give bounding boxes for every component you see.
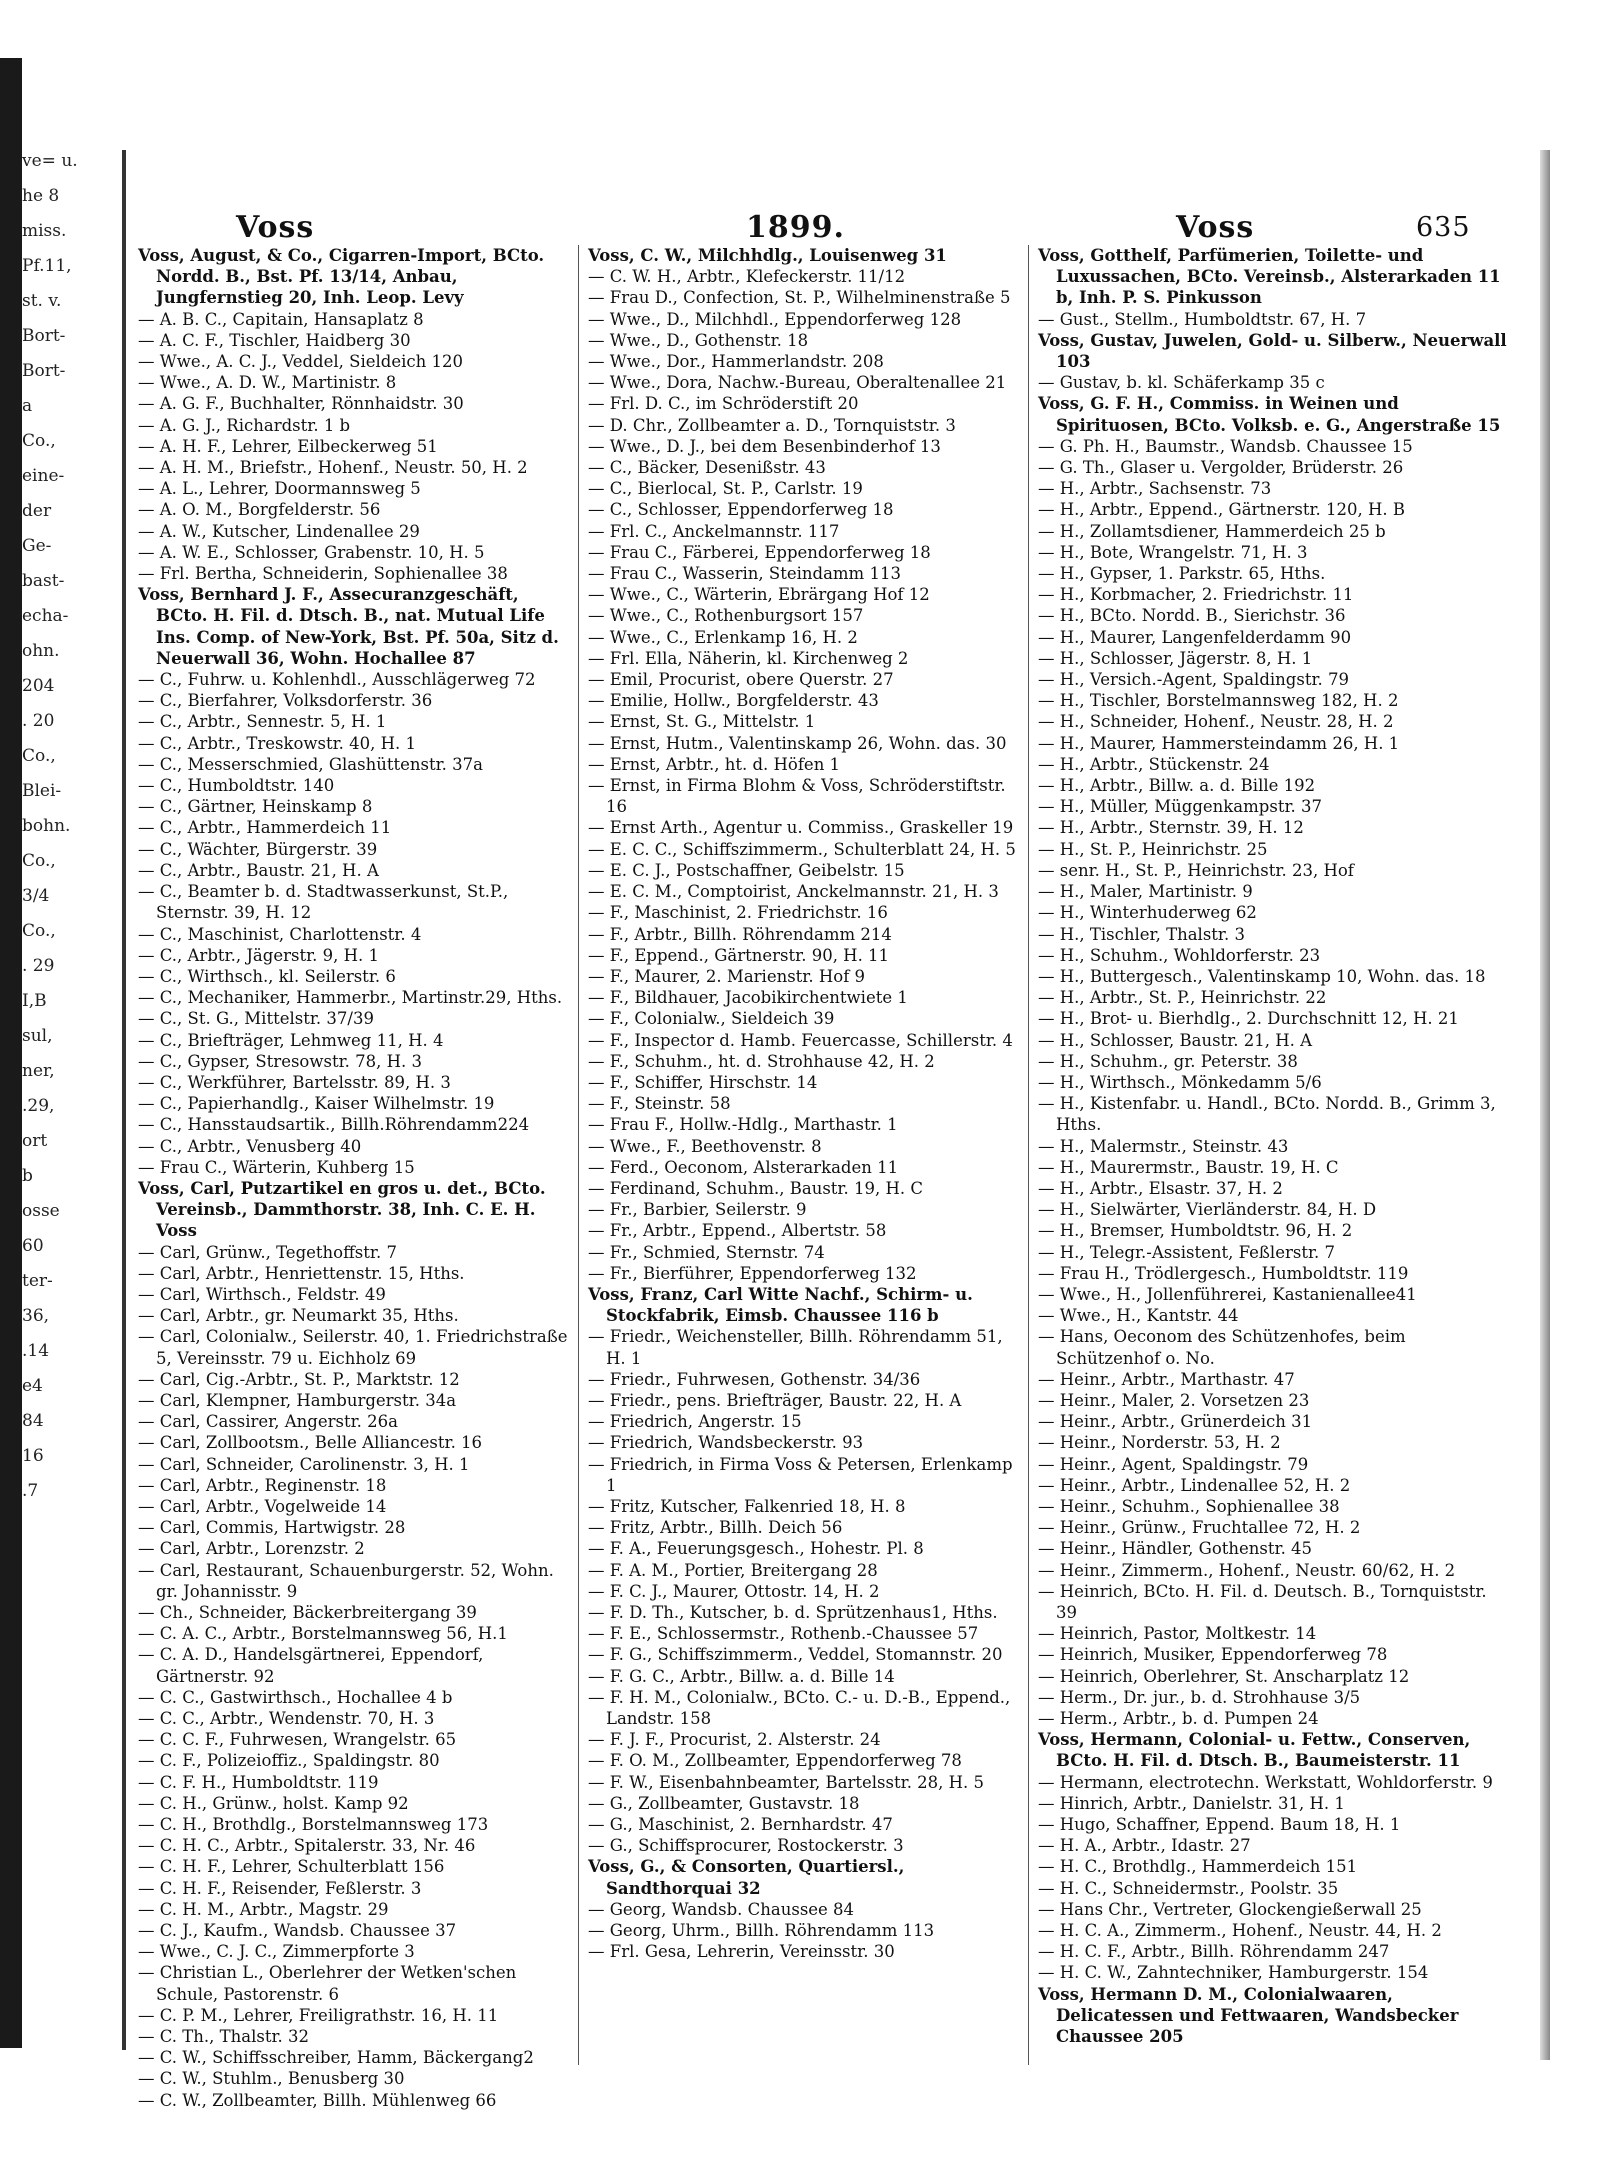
previous-page-fragment: 36, [22, 1306, 50, 1326]
directory-entry: — Frl. Ella, Näherin, kl. Kirchenweg 2 [588, 648, 909, 668]
directory-entry: — C. C., Gastwirthsch., Hochallee 4 b [138, 1687, 453, 1707]
directory-entry: — F., Maurer, 2. Marienstr. Hof 9 [588, 966, 866, 986]
directory-entry: — H., Kistenfabr. u. Handl., BCto. Nordd. B., Grimm 3, Hths. [1038, 1094, 1496, 1135]
directory-entry: — Frl. D. C., im Schröderstift 20 [588, 394, 859, 414]
directory-entry: — C., Maschinist, Charlottenstr. 4 [138, 924, 422, 944]
previous-page-fragment: sul, [22, 1026, 53, 1046]
directory-entry: — Frau H., Trödlergesch., Humboldtstr. 119 [1038, 1263, 1409, 1283]
directory-entry: — H., St. P., Heinrichstr. 25 [1038, 839, 1268, 859]
directory-entry: — H., Arbtr., Eppend., Gärtnerstr. 120, H. B [1038, 500, 1405, 520]
directory-entry: — G., Zollbeamter, Gustavstr. 18 [588, 1793, 860, 1813]
directory-entry: — Wwe., C., Erlenkamp 16, H. 2 [588, 627, 858, 647]
directory-entry: — Georg, Uhrm., Billh. Röhrendamm 113 [588, 1921, 935, 1941]
directory-entry: — F. G. C., Arbtr., Billw. a. d. Bille 14 [588, 1666, 895, 1686]
directory-entry: — H., Maler, Martinistr. 9 [1038, 882, 1253, 902]
directory-entry: — H., Schuhm., Wohldorferstr. 23 [1038, 945, 1321, 965]
previous-page-fragment: .14 [22, 1341, 50, 1361]
directory-entry: — C. W., Zollbeamter, Billh. Mühlenweg 66 [138, 2090, 497, 2110]
directory-entry: — H., Tischler, Borstelmannsweg 182, H. 2 [1038, 691, 1399, 711]
directory-page [122, 150, 1551, 2110]
directory-entry: — Carl, Arbtr., Vogelweide 14 [138, 1496, 387, 1516]
directory-entry: — C. H., Brothdlg., Borstelmannsweg 173 [138, 1815, 489, 1835]
directory-entry: — C. C. F., Fuhrwesen, Wrangelstr. 65 [138, 1730, 457, 1750]
directory-entry: — Frl. Bertha, Schneiderin, Sophienallee 38 [138, 564, 508, 584]
header-right-word: Voss [1176, 210, 1255, 245]
directory-entry: — H., Malermstr., Steinstr. 43 [1038, 1136, 1289, 1156]
directory-entry: — H., Korbmacher, 2. Friedrichstr. 11 [1038, 585, 1354, 605]
previous-page-fragment: bast- [22, 571, 65, 591]
directory-entry: — C., Arbtr., Treskowstr. 40, H. 1 [138, 733, 417, 753]
directory-entry: — Carl, Cig.-Arbtr., St. P., Marktstr. 12 [138, 1369, 460, 1389]
previous-page-fragment: .7 [22, 1481, 39, 1501]
directory-entry: — A. O. M., Borgfelderstr. 56 [138, 500, 381, 520]
directory-entry: — C., Gärtner, Heinskamp 8 [138, 797, 373, 817]
directory-entry: — Fritz, Kutscher, Falkenried 18, H. 8 [588, 1496, 906, 1516]
directory-entry: — Friedrich, Angerstr. 15 [588, 1412, 802, 1432]
column-1 [138, 245, 570, 2110]
directory-entry: — Friedrich, in Firma Voss & Petersen, Erlenkamp 1 [588, 1454, 1013, 1495]
previous-page-fragment: ort [22, 1131, 48, 1151]
directory-entry: — H. C., Schneidermstr., Poolstr. 35 [1038, 1878, 1339, 1898]
directory-entry: — Hermann, electrotechn. Werkstatt, Wohldorferstr. 9 [1038, 1772, 1493, 1792]
directory-entry: — Carl, Colonialw., Seilerstr. 40, 1. Friedrichstraße 5, Vereinsstr. 79 u. Eichholz 69 [138, 1327, 568, 1368]
directory-entry: — Friedr., pens. Briefträger, Baustr. 22, H. A [588, 1390, 962, 1410]
directory-entry: — senr. H., St. P., Heinrichstr. 23, Hof [1038, 860, 1354, 880]
previous-page-fragment: he 8 [22, 186, 60, 206]
directory-entry: — H., Versich.-Agent, Spaldingstr. 79 [1038, 670, 1350, 690]
directory-entry: — D. Chr., Zollbeamter a. D., Tornquiststr. 3 [588, 415, 956, 435]
directory-entry: — C. C., Arbtr., Wendenstr. 70, H. 3 [138, 1709, 435, 1729]
previous-page-fragment: ter- [22, 1271, 53, 1291]
previous-page-fragment: 60 [22, 1236, 44, 1256]
directory-entry: — H., Schlosser, Jägerstr. 8, H. 1 [1038, 648, 1313, 668]
directory-entry: — Heinr., Schuhm., Sophienallee 38 [1038, 1496, 1340, 1516]
directory-entry: — H., Maurer, Hammersteindamm 26, H. 1 [1038, 733, 1400, 753]
column-divider-2 [1028, 245, 1029, 2065]
directory-entry: — Fr., Barbier, Seilerstr. 9 [588, 1200, 807, 1220]
directory-entry: — Emilie, Hollw., Borgfelderstr. 43 [588, 691, 879, 711]
directory-entry: — H. C. A., Zimmerm., Hohenf., Neustr. 44, H. 2 [1038, 1921, 1442, 1941]
directory-entry: — Heinrich, Musiker, Eppendorferweg 78 [1038, 1645, 1388, 1665]
directory-entry: — H., Arbtr., Stückenstr. 24 [1038, 754, 1270, 774]
directory-entry: — Heinr., Arbtr., Lindenallee 52, H. 2 [1038, 1475, 1351, 1495]
directory-entry: — Carl, Commis, Hartwigstr. 28 [138, 1518, 406, 1538]
directory-entry: — Heinr., Arbtr., Grünerdeich 31 [1038, 1412, 1313, 1432]
directory-entry: — G., Maschinist, 2. Bernhardstr. 47 [588, 1815, 893, 1835]
directory-entry: — Wwe., D., Gothenstr. 18 [588, 330, 809, 350]
directory-entry: — Fr., Bierführer, Eppendorferweg 132 [588, 1263, 917, 1283]
directory-entry: — Wwe., C., Wärterin, Ebrärgang Hof 12 [588, 585, 930, 605]
directory-entry: — C. W., Schiffsschreiber, Hamm, Bäckergang2 [138, 2048, 534, 2068]
directory-entry: — Wwe., C., Rothenburgsort 157 [588, 606, 864, 626]
directory-entry: — H. A., Arbtr., Idastr. 27 [1038, 1836, 1251, 1856]
directory-entry: — H., Müller, Müggenkampstr. 37 [1038, 797, 1323, 817]
directory-entry: — Hans, Oeconom des Schützenhofes, beim Schützenhof o. No. [1038, 1327, 1406, 1368]
directory-entry: — Wwe., A. C. J., Veddel, Sieldeich 120 [138, 352, 463, 372]
directory-entry: — C., Beamter b. d. Stadtwasserkunst, St.P., Sternstr. 39, H. 12 [138, 882, 509, 923]
directory-entry: — C., Arbtr., Venusberg 40 [138, 1136, 362, 1156]
directory-entry: Voss, Franz, Carl Witte Nachf., Schirm- u. Stockfabrik, Eimsb. Chaussee 116 b [588, 1284, 973, 1326]
previous-page-fragment: Co., [22, 851, 56, 871]
directory-entry: — H., Schneider, Hohenf., Neustr. 28, H. 2 [1038, 712, 1394, 732]
directory-entry: — C. H. M., Arbtr., Magstr. 29 [138, 1899, 389, 1919]
directory-entry: — C. A. C., Arbtr., Borstelmannsweg 56, H.1 [138, 1624, 508, 1644]
directory-entry: — H., Arbtr., Sternstr. 39, H. 12 [1038, 818, 1304, 838]
directory-entry: — H., Buttergesch., Valentinskamp 10, Wohn. das. 18 [1038, 966, 1486, 986]
directory-entry: — A. C. F., Tischler, Haidberg 30 [138, 330, 411, 350]
previous-page-fragment: 84 [22, 1411, 44, 1431]
binding-shadow [0, 58, 22, 2048]
directory-entry: — Christian L., Oberlehrer der Wetken'schen Schule, Pastorenstr. 6 [138, 1963, 517, 2004]
directory-entry: — H. C. F., Arbtr., Billh. Röhrendamm 247 [1038, 1942, 1390, 1962]
directory-entry: — E. C. M., Comptoirist, Anckelmannstr. 21, H. 3 [588, 882, 999, 902]
directory-entry: Voss, G., & Consorten, Quartiersl., Sandthorquai 32 [588, 1857, 905, 1898]
directory-entry: — Emil, Procurist, obere Querstr. 27 [588, 670, 894, 690]
previous-page-fragment: Blei- [22, 781, 62, 801]
directory-entry: — Fr., Arbtr., Eppend., Albertstr. 58 [588, 1221, 887, 1241]
previous-page-fragment: .29, [22, 1096, 55, 1116]
previous-page-fragment: ohn. [22, 641, 60, 661]
previous-page-fragment: echa- [22, 606, 69, 626]
directory-entry: — Carl, Arbtr., Henriettenstr. 15, Hths. [138, 1263, 465, 1283]
directory-entry: — H., BCto. Nordd. B., Sierichstr. 36 [1038, 606, 1346, 626]
directory-entry: — Frau C., Wärterin, Kuhberg 15 [138, 1157, 415, 1177]
directory-entry: — H., Winterhuderweg 62 [1038, 903, 1257, 923]
previous-page-fragment: bohn. [22, 816, 71, 836]
directory-entry: — Wwe., Dor., Hammerlandstr. 208 [588, 352, 884, 372]
directory-entry: — A. G. J., Richardstr. 1 b [138, 415, 351, 435]
directory-entry: — Carl, Klempner, Hamburgerstr. 34a [138, 1390, 457, 1410]
directory-entry: — Frau C., Färberei, Eppendorferweg 18 [588, 542, 931, 562]
directory-entry: — Ernst, St. G., Mittelstr. 1 [588, 712, 816, 732]
directory-entry: — Wwe., C. J. C., Zimmerpforte 3 [138, 1942, 415, 1962]
directory-entry: — H., Schuhm., gr. Peterstr. 38 [1038, 1051, 1298, 1071]
directory-entry: — H., Arbtr., Elsastr. 37, H. 2 [1038, 1178, 1283, 1198]
directory-entry: — Hinrich, Arbtr., Danielstr. 31, H. 1 [1038, 1793, 1345, 1813]
directory-entry: — F., Bildhauer, Jacobikirchentwiete 1 [588, 988, 908, 1008]
directory-entry: — Heinr., Agent, Spaldingstr. 79 [1038, 1454, 1309, 1474]
directory-entry: — Ferd., Oeconom, Alsterarkaden 11 [588, 1157, 899, 1177]
directory-entry: — F. O. M., Zollbeamter, Eppendorferweg 78 [588, 1751, 962, 1771]
directory-entry: — Carl, Arbtr., gr. Neumarkt 35, Hths. [138, 1306, 459, 1326]
directory-entry: — C., Arbtr., Baustr. 21, H. A [138, 860, 379, 880]
directory-entry: — C., Hansstaudsartik., Billh.Röhrendamm224 [138, 1115, 530, 1135]
directory-entry: — F., Maschinist, 2. Friedrichstr. 16 [588, 903, 888, 923]
directory-entry: — Carl, Grünw., Tegethoffstr. 7 [138, 1242, 397, 1262]
previous-page-fragment: ner, [22, 1061, 55, 1081]
directory-entry: — Wwe., D. J., bei dem Besenbinderhof 13 [588, 436, 941, 456]
directory-entry: Voss, Bernhard J. F., Assecuranzgeschäft, BCto. H. Fil. d. Dtsch. B., nat. Mutual Life Ins. Comp. of New-York, Bst. Pf. 50a, Sitz d. Neuerwall 36, Wohn. Hochallee 87 [138, 585, 559, 668]
directory-entry: Voss, Hermann D. M., Colonialwaaren, Delicatessen und Fettwaaren, Wandsbecker Chaussee 205 [1038, 1984, 1459, 2047]
directory-entry: — H., Maurermstr., Baustr. 19, H. C [1038, 1157, 1339, 1177]
directory-entry: — E. C. C., Schiffszimmerm., Schulterblatt 24, H. 5 [588, 839, 1016, 859]
directory-entry: Voss, Gustav, Juwelen, Gold- u. Silberw., Neuerwall 103 [1038, 330, 1507, 372]
directory-entry: — Friedr., Fuhrwesen, Gothenstr. 34/36 [588, 1369, 921, 1389]
directory-entry: — A. W., Kutscher, Lindenallee 29 [138, 521, 420, 541]
directory-entry: — H., Arbtr., St. P., Heinrichstr. 22 [1038, 988, 1327, 1008]
directory-entry: — Wwe., Dora, Nachw.-Bureau, Oberaltenallee 21 [588, 373, 1007, 393]
previous-page-fragment: st. v. [22, 291, 62, 311]
directory-entry: — Herm., Arbtr., b. d. Pumpen 24 [1038, 1709, 1319, 1729]
previous-page-fragment: . 20 [22, 711, 55, 731]
directory-entry: Voss, Hermann, Colonial- u. Fettw., Conserven, BCto. H. Fil. d. Dtsch. B., Baumeisterstr. 11 [1038, 1730, 1471, 1771]
directory-entry: Voss, August, & Co., Cigarren-Import, BCto. Nordd. B., Bst. Pf. 13/14, Anbau, Jungfernstieg 20, Inh. Leop. Levy [138, 246, 545, 308]
directory-entry: — C., Mechaniker, Hammerbr., Martinstr.29, Hths. [138, 988, 563, 1008]
directory-entry: — A. H. F., Lehrer, Eilbeckerweg 51 [138, 436, 438, 456]
directory-entry: — H., Tischler, Thalstr. 3 [1038, 924, 1245, 944]
directory-entry: Voss, G. F. H., Commiss. in Weinen und Spirituosen, BCto. Volksb. e. G., Angerstraße 15 [1038, 394, 1501, 435]
directory-entry: — F. E., Schlossermstr., Rothenb.-Chaussee 57 [588, 1624, 979, 1644]
directory-entry: — F., Inspector d. Hamb. Feuercasse, Schillerstr. 4 [588, 1030, 1013, 1050]
directory-entry: — F. C. J., Maurer, Ottostr. 14, H. 2 [588, 1581, 880, 1601]
directory-entry: — C., Arbtr., Jägerstr. 9, H. 1 [138, 945, 380, 965]
directory-entry: — F., Colonialw., Sieldeich 39 [588, 1009, 835, 1029]
directory-entry: — F. H. M., Colonialw., BCto. C.- u. D.-B., Eppend., Landstr. 158 [588, 1687, 1011, 1729]
previous-page-fragment: eine- [22, 466, 65, 486]
directory-entry: — A. H. M., Briefstr., Hohenf., Neustr. 50, H. 2 [138, 458, 528, 478]
page-edge [1540, 150, 1550, 2060]
previous-page-fragment: 3/4 [22, 886, 50, 906]
directory-entry: — C. H. C., Arbtr., Spitalerstr. 33, Nr. 46 [138, 1836, 476, 1856]
directory-entry: — G. Ph. H., Baumstr., Wandsb. Chaussee 15 [1038, 436, 1413, 456]
previous-page-fragment: I,B [22, 991, 47, 1011]
directory-entry: — F. J. F., Procurist, 2. Alsterstr. 24 [588, 1730, 881, 1750]
previous-page-fragment: osse [22, 1201, 60, 1221]
directory-entry: — Frau C., Wasserin, Steindamm 113 [588, 564, 901, 584]
directory-entry: — C. A. D., Handelsgärtnerei, Eppendorf, Gärtnerstr. 92 [138, 1645, 484, 1686]
previous-page-fragment: miss. [22, 221, 67, 241]
directory-entry: Voss, Carl, Putzartikel en gros u. det., BCto. Vereinsb., Dammthorstr. 38, Inh. C. E. H. Voss [138, 1178, 546, 1241]
directory-entry: — F., Arbtr., Billh. Röhrendamm 214 [588, 924, 892, 944]
previous-page-fragment: 16 [22, 1446, 44, 1466]
previous-page-fragment: Co., [22, 746, 56, 766]
directory-entry: — C., Arbtr., Sennestr. 5, H. 1 [138, 712, 387, 732]
previous-page-fragment: e4 [22, 1376, 43, 1396]
previous-page-fragment: 204 [22, 676, 55, 696]
directory-entry: — Carl, Zollbootsm., Belle Alliancestr. 16 [138, 1433, 483, 1453]
directory-entry: — C., Wirthsch., kl. Seilerstr. 6 [138, 966, 396, 986]
previous-page-fragment: a [22, 396, 33, 416]
directory-entry: — Heinr., Norderstr. 53, H. 2 [1038, 1433, 1281, 1453]
directory-entry: — H., Gypser, 1. Parkstr. 65, Hths. [1038, 564, 1326, 584]
directory-entry: — Carl, Arbtr., Lorenzstr. 2 [138, 1539, 365, 1559]
directory-entry: — Frl. C., Anckelmannstr. 117 [588, 521, 840, 541]
directory-entry: — Heinr., Händler, Gothenstr. 45 [1038, 1539, 1313, 1559]
directory-entry: — Fr., Schmied, Sternstr. 74 [588, 1242, 825, 1262]
directory-entry: — F. A., Feuerungsgesch., Hohestr. Pl. 8 [588, 1539, 924, 1559]
directory-entry: — C. H., Grünw., holst. Kamp 92 [138, 1793, 409, 1813]
directory-entry: — C., Messerschmied, Glashüttenstr. 37a [138, 754, 484, 774]
directory-entry: — Gust., Stellm., Humboldtstr. 67, H. 7 [1038, 309, 1367, 329]
directory-entry: — A. W. E., Schlosser, Grabenstr. 10, H. 5 [138, 542, 485, 562]
directory-entry: — Heinrich, BCto. H. Fil. d. Deutsch. B., Tornquiststr. 39 [1038, 1581, 1487, 1622]
directory-entry: — E. C. J., Postschaffner, Geibelstr. 15 [588, 860, 905, 880]
directory-entry: — C., Briefträger, Lehmweg 11, H. 4 [138, 1030, 444, 1050]
directory-entry: — Carl, Arbtr., Reginenstr. 18 [138, 1475, 387, 1495]
directory-entry: — Georg, Wandsb. Chaussee 84 [588, 1899, 855, 1919]
directory-entry: — F. G., Schiffszimmerm., Veddel, Stomannstr. 20 [588, 1645, 1003, 1665]
directory-entry: — C. Th., Thalstr. 32 [138, 2027, 310, 2047]
directory-entry: — Wwe., H., Jollenführerei, Kastanienallee41 [1038, 1284, 1417, 1304]
directory-entry: — Wwe., F., Beethovenstr. 8 [588, 1136, 822, 1156]
directory-entry: — Carl, Schneider, Carolinenstr. 3, H. 1 [138, 1454, 470, 1474]
directory-entry: — Carl, Restaurant, Schauenburgerstr. 52, Wohn. gr. Johannisstr. 9 [138, 1560, 554, 1601]
directory-entry: — H., Bote, Wrangelstr. 71, H. 3 [1038, 542, 1308, 562]
directory-entry: — H. C. W., Zahntechniker, Hamburgerstr. 154 [1038, 1963, 1429, 1983]
previous-page-fragment: . 29 [22, 956, 55, 976]
directory-entry: — F. W., Eisenbahnbeamter, Bartelsstr. 28, H. 5 [588, 1772, 985, 1792]
previous-page-fragment: Co., [22, 431, 56, 451]
directory-entry: — Heinr., Zimmerm., Hohenf., Neustr. 60/62, H. 2 [1038, 1560, 1456, 1580]
directory-entry: — H., Wirthsch., Mönkedamm 5/6 [1038, 1072, 1322, 1092]
directory-entry: — A. G. F., Buchhalter, Rönnhaidstr. 30 [138, 394, 464, 414]
directory-entry: — F. A. M., Portier, Breitergang 28 [588, 1560, 878, 1580]
previous-page-fragment: Bort- [22, 361, 66, 381]
directory-entry: — C. H. F., Lehrer, Schulterblatt 156 [138, 1857, 445, 1877]
directory-entry: — Ernst, in Firma Blohm & Voss, Schröderstiftstr. 16 [588, 776, 1006, 817]
directory-entry: — C., Wächter, Bürgerstr. 39 [138, 839, 378, 859]
directory-entry: — C., St. G., Mittelstr. 37/39 [138, 1009, 374, 1029]
directory-entry: — H., Bremser, Humboldtstr. 96, H. 2 [1038, 1221, 1353, 1241]
directory-entry: — Wwe., H., Kantstr. 44 [1038, 1306, 1239, 1326]
directory-entry: — C. W. H., Arbtr., Klefeckerstr. 11/12 [588, 267, 906, 287]
column-divider-1 [578, 245, 579, 2065]
directory-entry: — H., Telegr.-Assistent, Feßlerstr. 7 [1038, 1242, 1336, 1262]
directory-entry: — F., Schuhm., ht. d. Strohhause 42, H. 2 [588, 1051, 935, 1071]
directory-entry: — C. J., Kaufm., Wandsb. Chaussee 37 [138, 1921, 457, 1941]
column-3 [1038, 245, 1508, 2065]
running-header [126, 210, 1526, 250]
directory-entry: — Ernst, Arbtr., ht. d. Höfen 1 [588, 754, 841, 774]
directory-entry: — Gustav, b. kl. Schäferkamp 35 c [1038, 373, 1325, 393]
directory-entry: — Fritz, Arbtr., Billh. Deich 56 [588, 1518, 843, 1538]
header-left-word: Voss [236, 210, 315, 245]
directory-entry: — Friedrich, Wandsbeckerstr. 93 [588, 1433, 864, 1453]
directory-entry: — C. H. F., Reisender, Feßlerstr. 3 [138, 1878, 422, 1898]
directory-entry: — H., Arbtr., Billw. a. d. Bille 192 [1038, 776, 1316, 796]
previous-page-fragment: Co., [22, 921, 56, 941]
directory-entry: — H. C., Brothdlg., Hammerdeich 151 [1038, 1857, 1358, 1877]
previous-page-fragment: ve= u. [22, 151, 78, 171]
previous-page-fragment: Ge- [22, 536, 52, 556]
directory-entry: — Heinr., Grünw., Fruchtallee 72, H. 2 [1038, 1518, 1361, 1538]
directory-entry: — F. D. Th., Kutscher, b. d. Sprützenhaus1, Hths. [588, 1603, 998, 1622]
previous-page-fragment: Pf.11, [22, 256, 72, 276]
directory-entry: — Frl. Gesa, Lehrerin, Vereinsstr. 30 [588, 1942, 895, 1962]
directory-entry: Voss, C. W., Milchhdlg., Louisenweg 31 [588, 246, 947, 265]
directory-entry: — H., Maurer, Langenfelderdamm 90 [1038, 627, 1352, 647]
previous-page-fragments [22, 150, 112, 1970]
directory-entry: — Herm., Dr. jur., b. d. Strohhause 3/5 [1038, 1687, 1361, 1707]
previous-page-fragment: Bort- [22, 326, 66, 346]
page-number: 635 [1416, 212, 1471, 243]
directory-entry: — Carl, Cassirer, Angerstr. 26a [138, 1412, 399, 1432]
directory-entry: — C., Bierfahrer, Volksdorferstr. 36 [138, 691, 433, 711]
directory-entry: — C., Fuhrw. u. Kohlenhdl., Ausschlägerweg 72 [138, 670, 536, 690]
directory-entry: — F., Eppend., Gärtnerstr. 90, H. 11 [588, 945, 890, 965]
directory-entry: — F., Schiffer, Hirschstr. 14 [588, 1072, 818, 1092]
previous-page-fragment: der [22, 501, 52, 521]
directory-entry: — Heinr., Maler, 2. Vorsetzen 23 [1038, 1390, 1310, 1410]
directory-entry: — C., Gypser, Stresowstr. 78, H. 3 [138, 1051, 423, 1071]
directory-entry: — Carl, Wirthsch., Feldstr. 49 [138, 1284, 386, 1304]
directory-entry: — C., Werkführer, Bartelsstr. 89, H. 3 [138, 1072, 451, 1092]
directory-entry: — H., Sielwärter, Vierländerstr. 84, H. D [1038, 1200, 1377, 1220]
directory-entry: — Hugo, Schaffner, Eppend. Baum 18, H. 1 [1038, 1815, 1401, 1835]
directory-entry: — H., Schlosser, Baustr. 21, H. A [1038, 1030, 1313, 1050]
directory-entry: — C., Humboldtstr. 140 [138, 776, 335, 796]
directory-entry: — H., Arbtr., Sachsenstr. 73 [1038, 479, 1272, 499]
directory-entry: — Frau D., Confection, St. P., Wilhelminenstraße 5 [588, 288, 1011, 308]
directory-entry: — Heinrich, Pastor, Moltkestr. 14 [1038, 1624, 1317, 1644]
directory-entry: — Heinr., Arbtr., Marthastr. 47 [1038, 1369, 1295, 1389]
directory-entry: — Heinrich, Oberlehrer, St. Anscharplatz 12 [1038, 1666, 1410, 1686]
column-2 [588, 245, 1020, 2065]
directory-entry: — Ernst Arth., Agentur u. Commiss., Graskeller 19 [588, 818, 1014, 838]
directory-entry: — A. B. C., Capitain, Hansaplatz 8 [138, 309, 424, 329]
directory-entry: — A. L., Lehrer, Doormannsweg 5 [138, 479, 421, 499]
directory-entry: — C. W., Stuhlm., Benusberg 30 [138, 2069, 405, 2089]
directory-entry: — Frau F., Hollw.-Hdlg., Marthastr. 1 [588, 1115, 898, 1135]
directory-entry: — Hans Chr., Vertreter, Glockengießerwall 25 [1038, 1899, 1422, 1919]
directory-entry: — Ch., Schneider, Bäckerbreitergang 39 [138, 1603, 477, 1622]
directory-entry: — C. P. M., Lehrer, Freiligrathstr. 16, H. 11 [138, 2005, 499, 2025]
directory-entry: — C., Arbtr., Hammerdeich 11 [138, 818, 392, 838]
directory-entry: — Wwe., D., Milchhdl., Eppendorferweg 128 [588, 309, 962, 329]
directory-entry: — Wwe., A. D. W., Martinistr. 8 [138, 373, 397, 393]
header-year: 1899. [746, 210, 845, 245]
directory-entry: — Ernst, Hutm., Valentinskamp 26, Wohn. das. 30 [588, 733, 1007, 753]
directory-entry: — Ferdinand, Schuhm., Baustr. 19, H. C [588, 1178, 923, 1198]
directory-entry: — H., Zollamtsdiener, Hammerdeich 25 b [1038, 521, 1386, 541]
directory-entry: — G. Th., Glaser u. Vergolder, Brüderstr. 26 [1038, 458, 1404, 478]
directory-entry: — C. F., Polizeioffiz., Spaldingstr. 80 [138, 1751, 440, 1771]
directory-entry: Voss, Gotthelf, Parfümerien, Toilette- und Luxussachen, BCto. Vereinsb., Alsterarkaden 11 b, Inh. P. S. Pinkusson [1038, 246, 1501, 308]
directory-entry: — C., Bierlocal, St. P., Carlstr. 19 [588, 479, 863, 499]
directory-entry: — F., Steinstr. 58 [588, 1094, 731, 1114]
directory-entry: — H., Brot- u. Bierhdlg., 2. Durchschnitt 12, H. 21 [1038, 1009, 1459, 1029]
directory-entry: — G., Schiffsprocurer, Rostockerstr. 3 [588, 1836, 904, 1856]
directory-entry: — Friedr., Weichensteller, Billh. Röhrendamm 51, H. 1 [588, 1327, 1003, 1368]
directory-entry: — C., Bäcker, Desenißstr. 43 [588, 458, 826, 478]
previous-page-fragment: b [22, 1166, 33, 1186]
directory-entry: — C., Schlosser, Eppendorferweg 18 [588, 500, 894, 520]
directory-entry: — C., Papierhandlg., Kaiser Wilhelmstr. 19 [138, 1094, 495, 1114]
directory-entry: — C. F. H., Humboldtstr. 119 [138, 1772, 379, 1792]
